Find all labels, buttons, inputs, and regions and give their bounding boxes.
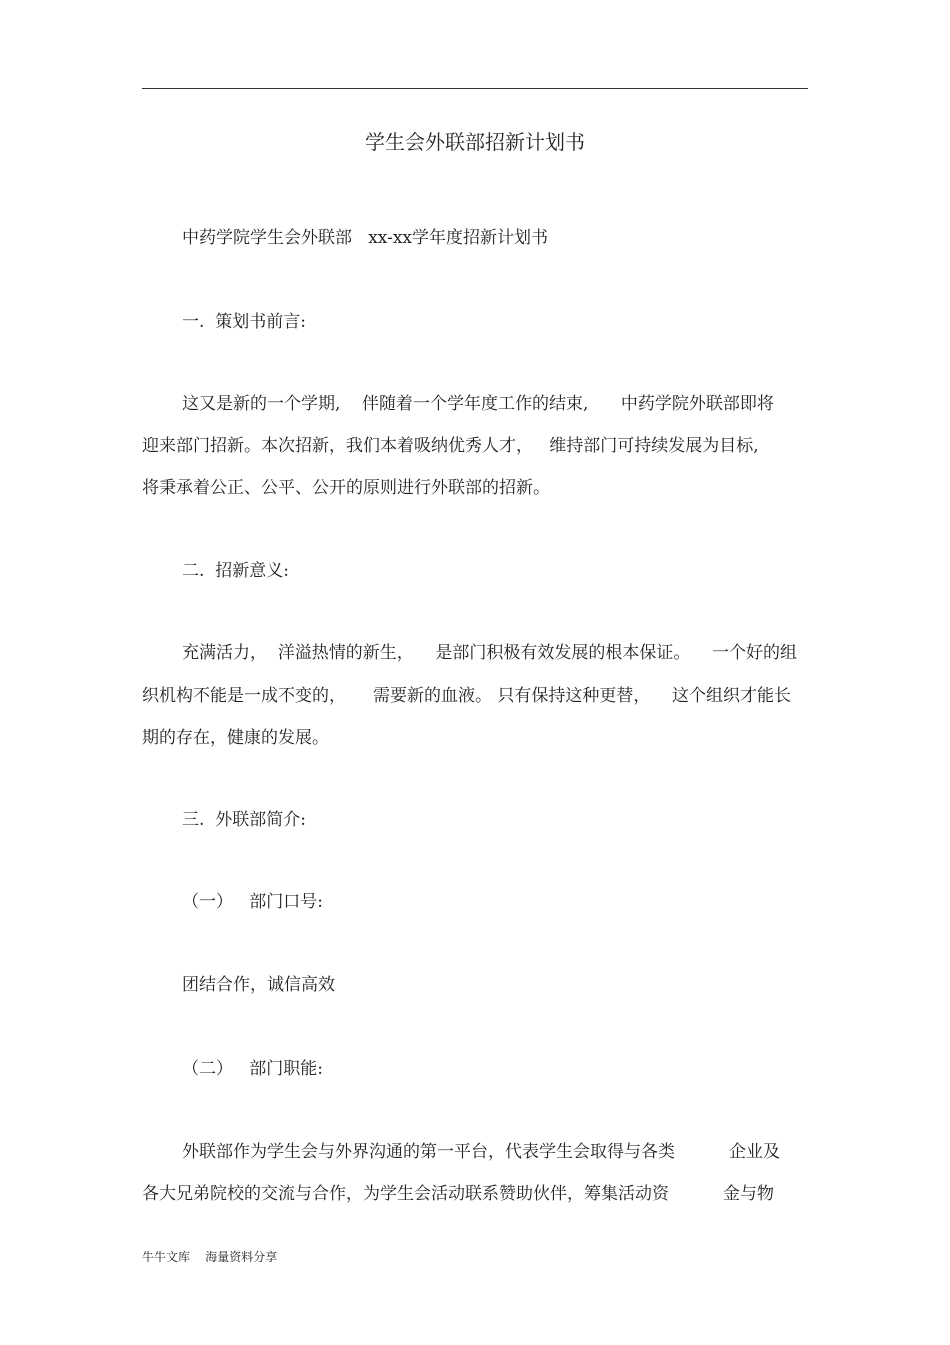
- section-heading-intro: 三. 外联部简介:: [182, 810, 306, 830]
- functions-line-1: 外联部作为学生会与外界沟通的第一平台，代表学生会取得与各类 企业及: [182, 1142, 781, 1162]
- header-rule: [142, 88, 808, 89]
- significance-line-3: 期的存在，健康的发展。: [142, 728, 329, 748]
- preface-line-1: 这又是新的一个学期, 伴随着一个学年度工作的结束, 中药学院外联部即将: [182, 394, 774, 414]
- section-heading-preface: 一. 策划书前言:: [182, 312, 306, 332]
- functions-line-2: 各大兄弟院校的交流与合作，为学生会活动联系赞助伙伴，筹集活动资 金与物: [142, 1184, 775, 1204]
- preface-line-3: 将秉承着公正、公平、公开的原则进行外联部的招新。: [142, 478, 550, 498]
- document-title: 学生会外联部招新计划书: [365, 130, 585, 154]
- significance-line-2: 织机构不能是一成不变的， 需要新的血液。 只有保持这种更替， 这个组织才能长: [142, 686, 792, 706]
- subsection-heading-functions: （二） 部门职能:: [182, 1059, 323, 1079]
- slogan-text: 团结合作，诚信高效: [182, 975, 335, 995]
- footer-text: 牛牛文库 海量资料分享: [142, 1250, 278, 1264]
- subsection-heading-slogan: （一） 部门口号:: [182, 892, 323, 912]
- document-subtitle: 中药学院学生会外联部 xx-xx学年度招新计划书: [182, 228, 549, 248]
- preface-line-2: 迎来部门招新。本次招新，我们本着吸纳优秀人才， 维持部门可持续发展为目标,: [142, 436, 759, 456]
- section-heading-significance: 二. 招新意义:: [182, 561, 289, 581]
- significance-line-1: 充满活力， 洋溢热情的新生， 是部门积极有效发展的根本保证。 一个好的组: [182, 643, 798, 663]
